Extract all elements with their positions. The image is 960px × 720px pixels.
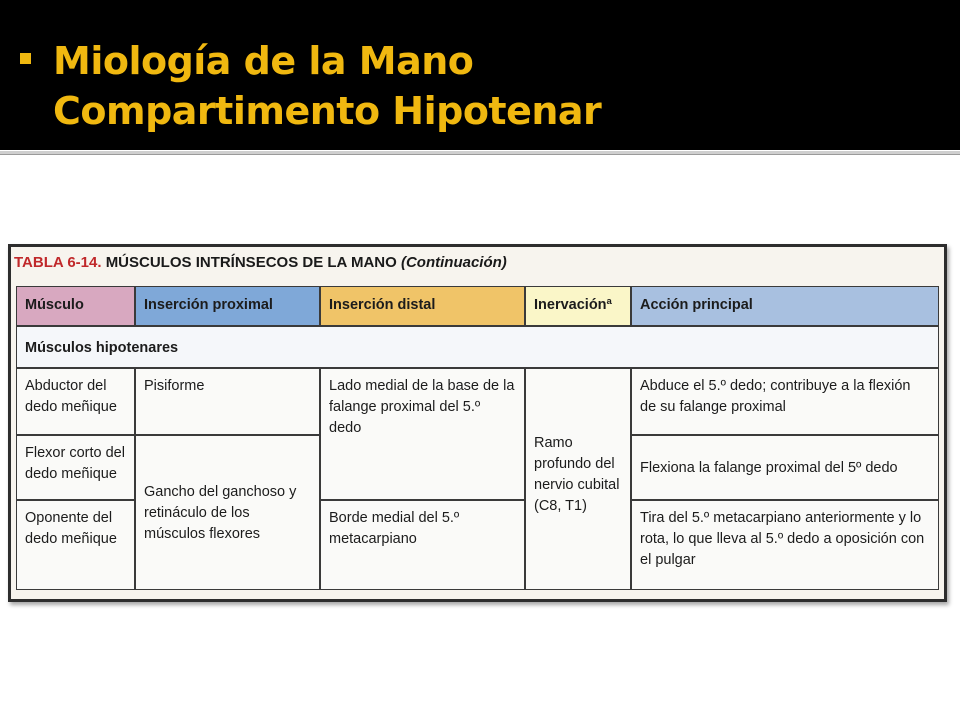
table-caption [14,254,507,271]
distal-cell: Borde medial del 5.º metacarpiano [320,500,525,590]
action-cell: Abduce el 5.º dedo; contribuye a la flexión de su falange proximal [631,368,939,435]
action-cell: Flexiona la falange proximal del 5º dedo [631,435,939,500]
group-row-hipotenares: Músculos hipotenares [16,326,939,368]
muscle-cell: Oponente del dedo meñique [16,500,135,590]
slide-title [53,36,601,136]
header-inervacion: Inervaciónª [525,286,631,326]
slide-title-bar [0,0,960,150]
proximal-cell: Gancho del ganchoso y retináculo de los músculos flexores [135,435,320,590]
innervation-cell: Ramo profundo del nervio cubital (C8, T1) [525,368,631,590]
distal-cell: Lado medial de la base de la falange proximal del 5.º dedo [320,368,525,500]
action-cell: Tira del 5.º metacarpiano anteriormente y lo rota, lo que lleva al 5.º dedo a oposición con el pulgar [631,500,939,590]
title-bullet [20,53,31,64]
table-title: MÚSCULOS INTRÍNSECOS DE LA MANO [105,254,397,271]
title-divider-shadow [0,154,960,155]
table-continuation: (Continuación) [400,254,507,271]
table-number: TABLA 6-14. [14,254,102,271]
muscle-cell: Abductor del dedo meñique [16,368,135,435]
header-accion-principal: Acción principal [631,286,939,326]
slide-title-line-1: Miología de la Mano [53,39,474,83]
muscle-cell: Flexor corto del dedo meñique [16,435,135,500]
header-insercion-distal: Inserción distal [320,286,525,326]
header-musculo: Músculo [16,286,135,326]
header-insercion-proximal: Inserción proximal [135,286,320,326]
proximal-cell: Pisiforme [135,368,320,435]
slide-title-line-2: Compartimento Hipotenar [53,89,602,133]
